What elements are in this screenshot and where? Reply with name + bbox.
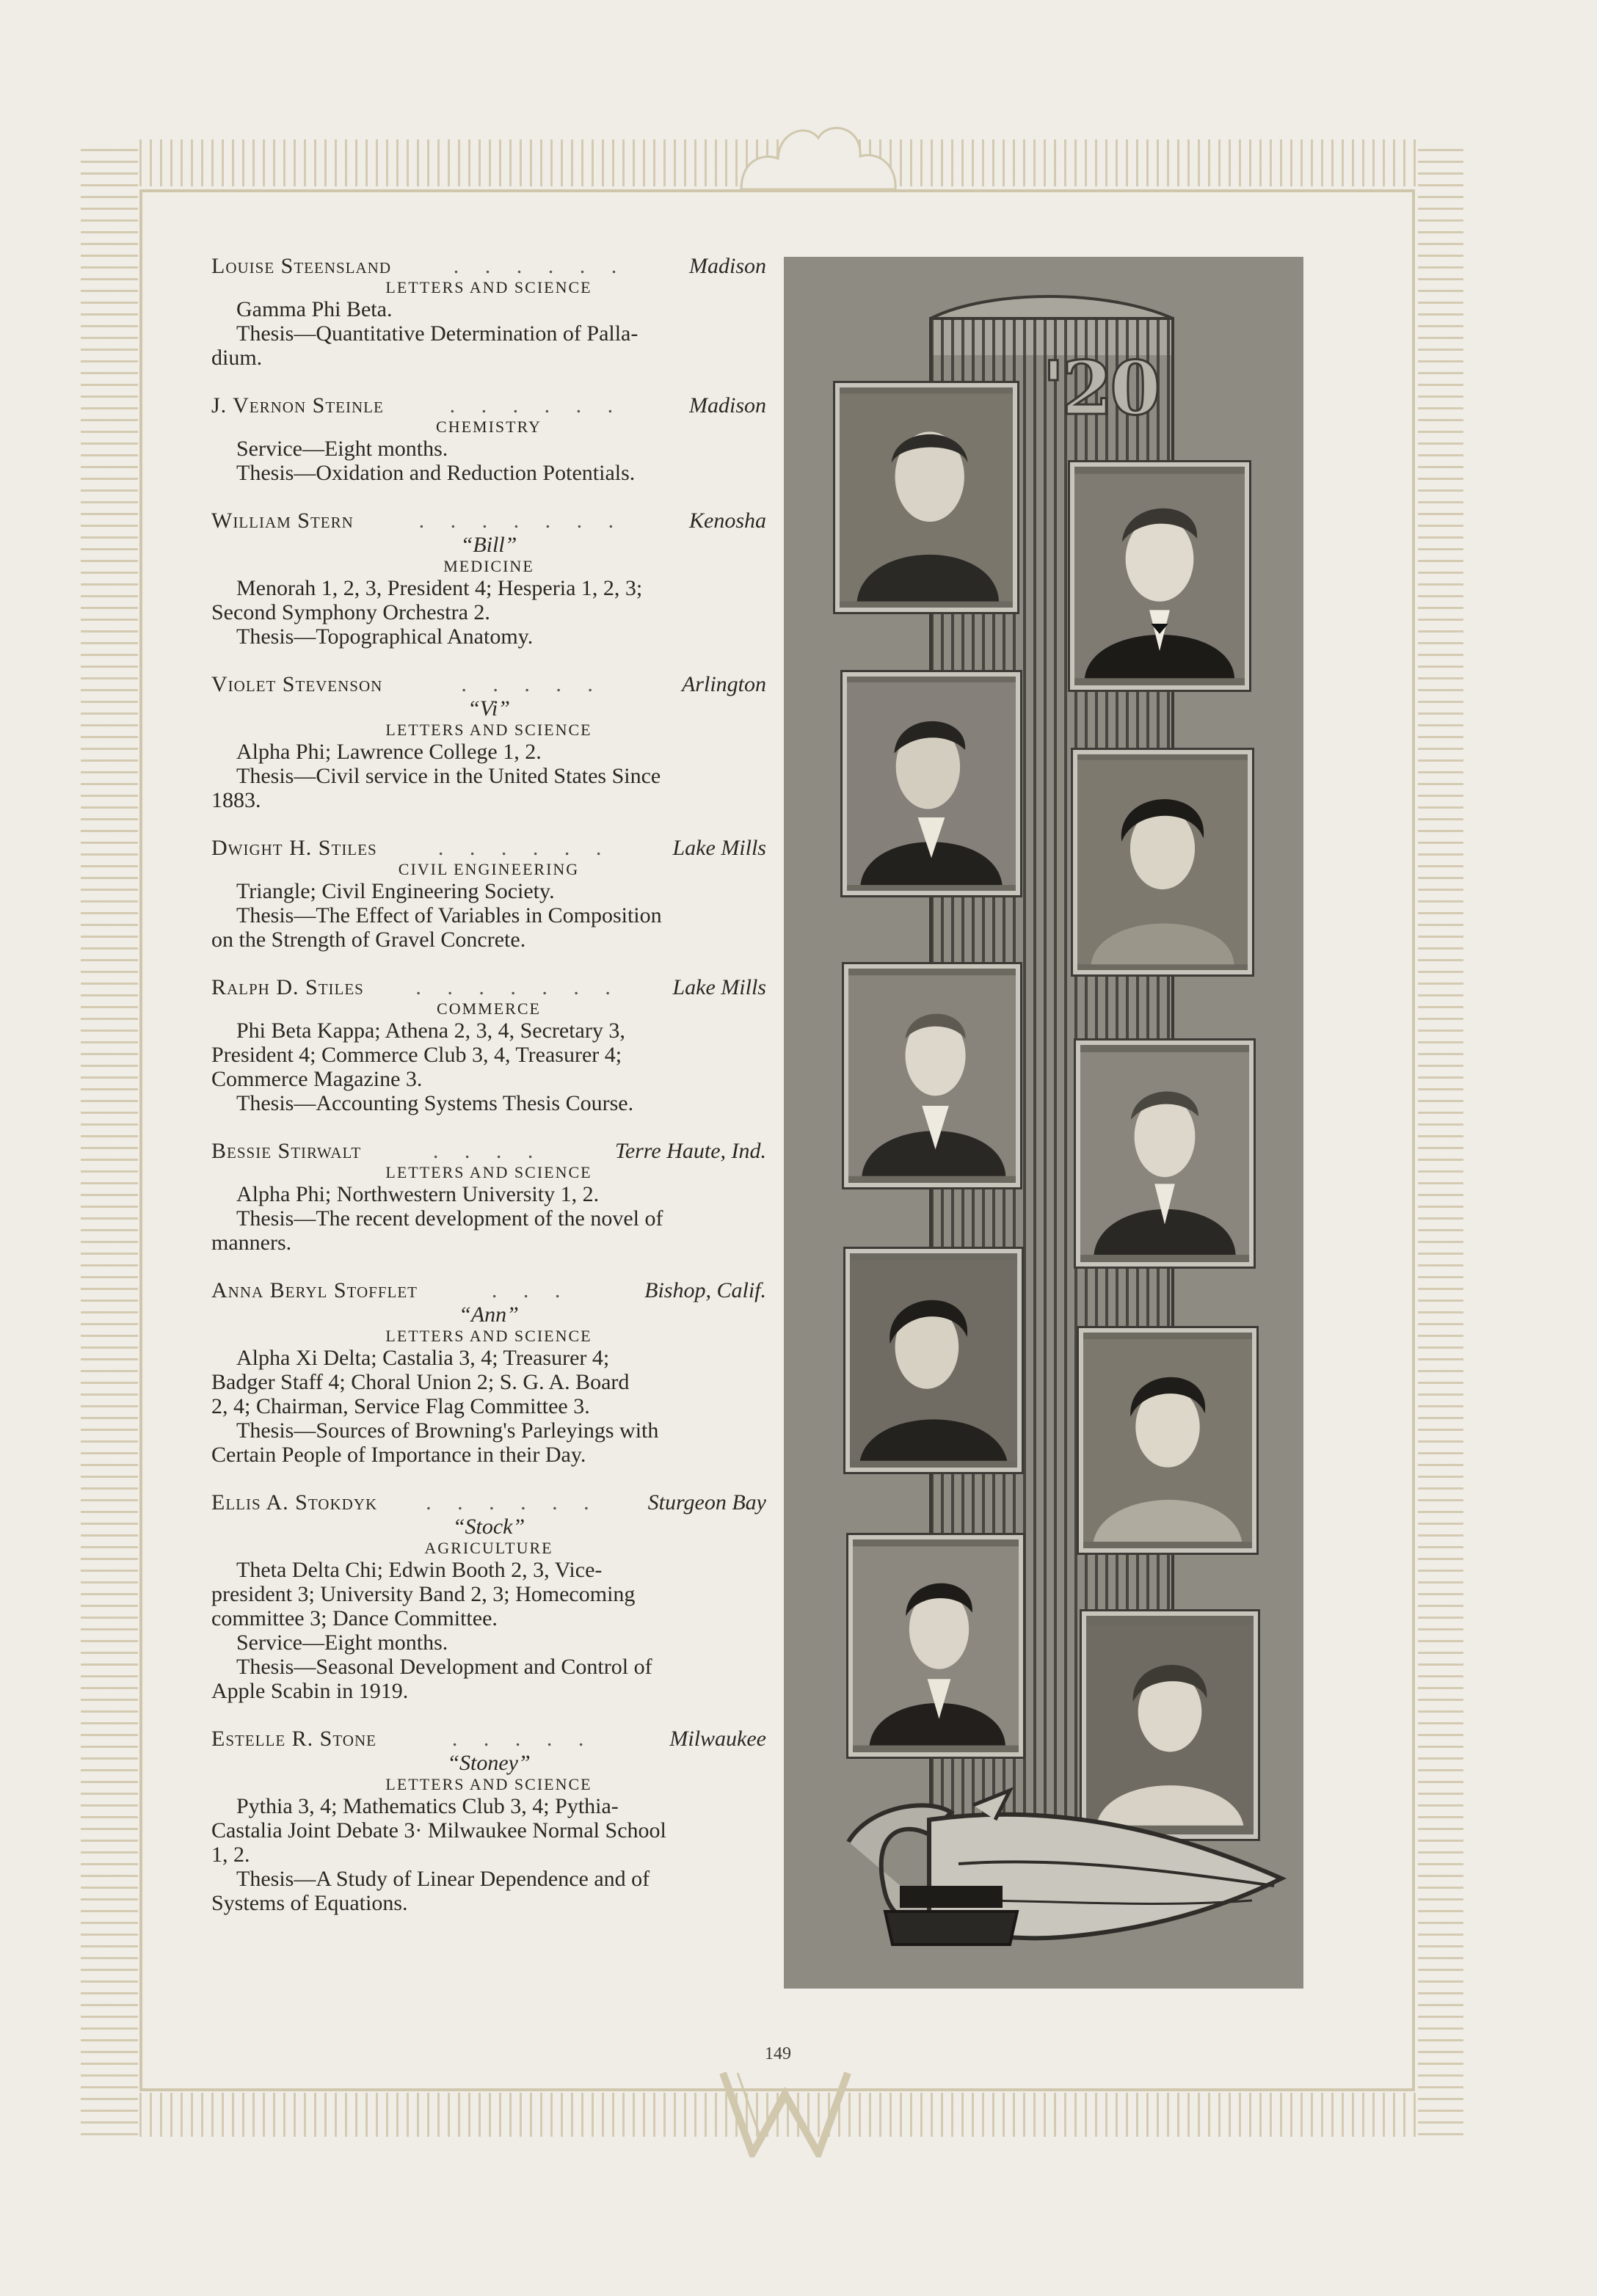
entry-activity-line: Commerce Magazine 3.	[211, 1067, 423, 1091]
entry-department: LETTERS AND SCIENCE	[385, 1163, 592, 1181]
entry-thesis-line: Apple Scabin in 1919.	[211, 1679, 409, 1703]
entry-thesis-line: Thesis—Oxidation and Reduction Potentials.	[236, 461, 636, 485]
portrait-figure-icon	[847, 677, 1016, 891]
entry-thesis-line: Thesis—A Study of Linear Dependence and of	[236, 1867, 650, 1891]
portrait-photo	[1079, 1328, 1256, 1553]
entry-hometown: Madison	[689, 393, 766, 418]
entry-leader-dots: . . . . . . .	[418, 509, 625, 533]
entry-thesis-line: manners.	[211, 1231, 292, 1255]
w-monogram-ornament	[719, 2069, 851, 2157]
entry-department: LETTERS AND SCIENCE	[385, 278, 592, 296]
entry-hometown: Lake Mills	[672, 975, 766, 999]
entry-leader-dots: . . . . .	[461, 672, 603, 696]
entry-thesis-line: Thesis—The recent development of the novel of	[236, 1206, 663, 1231]
entry-nickname: “Stoney”	[447, 1751, 531, 1775]
portrait-photo	[1076, 1041, 1254, 1267]
entry-department: AGRICULTURE	[424, 1539, 553, 1557]
portrait-photo	[844, 964, 1020, 1187]
entry-thesis-line: dium.	[211, 346, 263, 370]
entry-nickname: “Stock”	[452, 1515, 525, 1539]
entry-anna-beryl-stofflet	[211, 1278, 766, 1467]
entry-thesis-line: Certain People of Importance in their Day.	[211, 1443, 586, 1467]
portrait-photo	[835, 383, 1017, 612]
portrait-photo	[1073, 750, 1252, 974]
portrait-figure-icon	[840, 387, 1013, 608]
inkwell-quill-ornament	[841, 1776, 1296, 1959]
portrait-figure-icon	[1077, 754, 1248, 970]
entry-activity-line: Triangle; Civil Engineering Society.	[236, 879, 555, 903]
entry-thesis-line: Systems of Equations.	[211, 1891, 408, 1915]
entry-hometown: Bishop, Calif.	[644, 1278, 766, 1302]
class-year-mark: '20	[1042, 345, 1158, 431]
entry-department: MEDICINE	[443, 557, 534, 575]
page-number: 149	[765, 2044, 791, 2063]
entry-thesis-line: Thesis—Quantitative Determination of Palla-	[236, 321, 639, 346]
entry-service-line: Service—Eight months.	[236, 1630, 448, 1655]
entry-name: Louise Steensland	[211, 254, 391, 278]
entry-nickname: “Bill”	[460, 533, 517, 557]
entry-activity-line: Theta Delta Chi; Edwin Booth 2, 3, Vice-	[236, 1558, 603, 1582]
entry-dwight-h-stiles	[211, 836, 766, 952]
entry-hometown: Madison	[689, 254, 766, 278]
entry-hometown: Kenosha	[689, 509, 766, 533]
entry-hometown: Terre Haute, Ind.	[614, 1139, 766, 1163]
entry-ralph-d-stiles	[211, 975, 766, 1115]
entry-activity-line: Gamma Phi Beta.	[236, 297, 393, 321]
entry-name: Ralph D. Stiles	[211, 975, 364, 999]
portrait-figure-icon	[1080, 1045, 1249, 1262]
entry-activity-line: president 3; University Band 2, 3; Homecoming	[211, 1582, 636, 1606]
entry-louise-steensland	[211, 254, 766, 370]
entry-thesis-line: Thesis—Sources of Browning's Parleyings with	[236, 1418, 659, 1443]
entry-department: CHEMISTRY	[436, 418, 542, 436]
entry-thesis-line: Thesis—Accounting Systems Thesis Course.	[236, 1091, 634, 1115]
portrait-figure-icon	[848, 969, 1016, 1183]
entry-thesis-line: Thesis—The Effect of Variables in Composition	[236, 903, 662, 927]
portrait-figure-icon	[853, 1539, 1019, 1752]
entry-activity-line: 1, 2.	[211, 1843, 250, 1867]
entry-activity-line: Pythia 3, 4; Mathematics Club 3, 4; Pythia-	[236, 1794, 619, 1818]
entry-leader-dots: . . . .	[432, 1139, 544, 1163]
entry-ellis-a-stokdyk	[211, 1490, 766, 1703]
entry-hometown: Sturgeon Bay	[647, 1490, 766, 1515]
portrait-figure-icon	[850, 1253, 1017, 1468]
entry-leader-dots: . . . . .	[451, 1727, 594, 1751]
portrait-figure-icon	[1083, 1333, 1252, 1548]
entry-department: LETTERS AND SCIENCE	[385, 1327, 592, 1345]
entry-thesis-line: Thesis—Seasonal Development and Control of	[236, 1655, 652, 1679]
frame-border-left	[81, 139, 138, 2135]
cloud-ornament	[734, 94, 903, 197]
entry-name: Dwight H. Stiles	[211, 836, 377, 860]
entry-activity-line: Phi Beta Kappa; Athena 2, 3, 4, Secretary 3,	[236, 1018, 625, 1043]
entry-name: William Stern	[211, 509, 354, 533]
entry-leader-dots: . . . . . .	[426, 1490, 600, 1515]
entry-j-vernon-steinle	[211, 393, 766, 485]
entry-thesis-line: Thesis—Civil service in the United States Since	[236, 764, 661, 788]
entry-name: Ellis A. Stokdyk	[211, 1490, 378, 1515]
entry-leader-dots: . . . . . .	[453, 254, 627, 278]
entry-hometown: Lake Mills	[672, 836, 766, 860]
entry-name: Bessie Stirwalt	[211, 1139, 362, 1163]
entry-estelle-r-stone	[211, 1727, 766, 1915]
entry-activity-line: Service—Eight months.	[236, 437, 448, 461]
entry-william-stern	[211, 509, 766, 649]
entry-thesis-line: Thesis—Topographical Anatomy.	[236, 624, 534, 649]
entry-department: CIVIL ENGINEERING	[398, 860, 580, 878]
entry-leader-dots: . . . . . .	[437, 836, 612, 860]
entry-activity-line: Menorah 1, 2, 3, President 4; Hesperia 1, 2, 3;	[236, 576, 643, 600]
entry-activity-line: Castalia Joint Debate 3· Milwaukee Normal School	[211, 1818, 666, 1843]
entry-nickname: “Vi”	[468, 696, 510, 721]
entry-department: LETTERS AND SCIENCE	[385, 721, 592, 739]
entry-activity-line: Second Symphony Orchestra 2.	[211, 600, 490, 624]
entry-hometown: Arlington	[681, 672, 766, 696]
entry-department: COMMERCE	[437, 999, 541, 1018]
entry-activity-line: 2, 4; Chairman, Service Flag Committee 3.	[211, 1394, 590, 1418]
entry-activity-line: Badger Staff 4; Choral Union 2; S. G. A. Board	[211, 1370, 630, 1394]
entry-violet-stevenson	[211, 672, 766, 812]
entry-activity-line: committee 3; Dance Committee.	[211, 1606, 498, 1630]
entry-activity-line: Alpha Phi; Northwestern University 1, 2.	[236, 1182, 600, 1206]
entry-name: Estelle R. Stone	[211, 1727, 376, 1751]
entry-bessie-stirwalt	[211, 1139, 766, 1255]
entry-name: J. Vernon Steinle	[211, 393, 384, 418]
portrait-photo	[848, 1535, 1023, 1757]
entry-leader-dots: . . . . . .	[449, 393, 624, 418]
entry-activity-line: Alpha Xi Delta; Castalia 3, 4; Treasurer 4;	[236, 1346, 610, 1370]
entry-nickname: “Ann”	[459, 1302, 519, 1327]
entry-hometown: Milwaukee	[669, 1727, 766, 1751]
senior-entries-column	[211, 254, 766, 1939]
entry-thesis-line: 1883.	[211, 788, 261, 812]
portrait-photo	[843, 672, 1020, 895]
entry-activity-line: President 4; Commerce Club 3, 4, Treasurer 4;	[211, 1043, 622, 1067]
entry-thesis-line: on the Strength of Gravel Concrete.	[211, 927, 526, 952]
frame-border-right	[1418, 139, 1463, 2135]
entry-leader-dots: . . .	[491, 1278, 571, 1302]
entry-name: Violet Stevenson	[211, 672, 383, 696]
portrait-figure-icon	[1074, 467, 1245, 685]
portrait-photo	[1070, 462, 1249, 690]
entry-department: LETTERS AND SCIENCE	[385, 1775, 592, 1793]
portrait-photo	[845, 1249, 1022, 1472]
entry-activity-line: Alpha Phi; Lawrence College 1, 2.	[236, 740, 542, 764]
entry-name: Anna Beryl Stofflet	[211, 1278, 418, 1302]
entry-leader-dots: . . . . . . .	[415, 975, 621, 999]
